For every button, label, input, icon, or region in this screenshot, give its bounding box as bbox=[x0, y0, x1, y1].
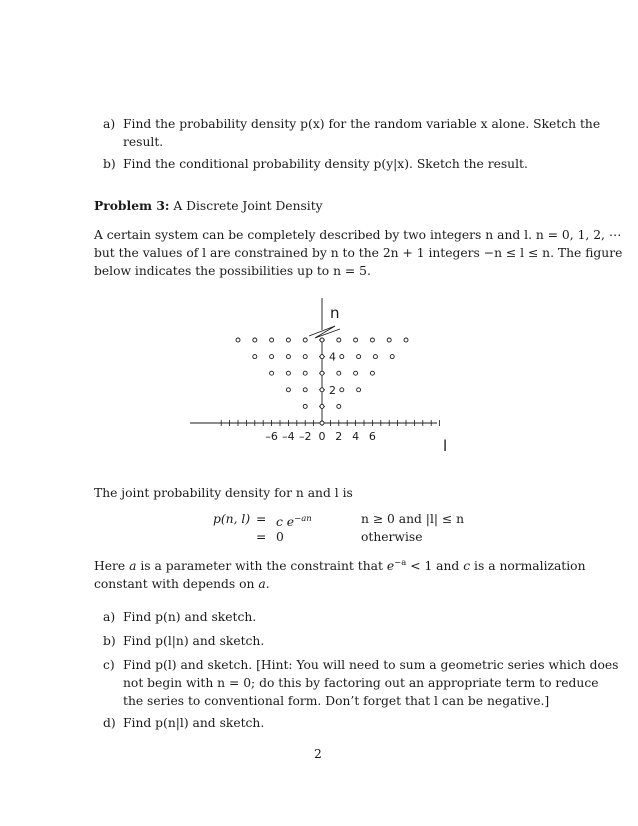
item-line: result. bbox=[123, 135, 164, 149]
paragraph-line bbox=[94, 554, 586, 575]
lattice-point bbox=[320, 371, 324, 375]
lattice-point bbox=[286, 355, 290, 359]
lattice-point bbox=[357, 388, 361, 392]
figure-axes bbox=[190, 298, 437, 423]
equation-rhs-2: 0 bbox=[276, 530, 284, 544]
page-number: 2 bbox=[314, 747, 322, 761]
task-item-d bbox=[103, 714, 548, 732]
problem-number: Problem 3: bbox=[94, 198, 170, 213]
task-item-c bbox=[103, 656, 619, 710]
equation-condition-1: n ≥ 0 and |l| ≤ n bbox=[361, 512, 465, 526]
item-line: the series to conventional form. Don’t forget that l can be negative.] bbox=[123, 694, 550, 708]
task-item-a bbox=[103, 608, 548, 626]
lattice-point bbox=[370, 338, 374, 342]
lattice-point bbox=[253, 355, 257, 359]
math-a: a bbox=[258, 577, 266, 592]
x-axis-label: l bbox=[443, 437, 448, 455]
x-tick-label: 0 bbox=[318, 430, 326, 443]
lattice-point bbox=[303, 404, 307, 408]
item-label: b) bbox=[103, 157, 116, 171]
item-line: not begin with n = 0; do this by factoring out an appropriate term to reduce bbox=[123, 676, 599, 690]
lattice-point bbox=[303, 338, 307, 342]
item-body bbox=[123, 656, 619, 710]
x-tick-label: –6 bbox=[265, 430, 278, 443]
text-run: . bbox=[265, 577, 270, 592]
x-tick-label: –4 bbox=[282, 430, 295, 443]
math-c: c bbox=[463, 559, 471, 574]
paragraph-line: A certain system can be completely described by two integers n and l. n = 0, 1, 2, ⋯ bbox=[94, 228, 622, 242]
equation-lhs: p(n, l) bbox=[213, 512, 251, 526]
lattice-point bbox=[286, 338, 290, 342]
lattice-point bbox=[270, 338, 274, 342]
item-label: d) bbox=[103, 716, 116, 730]
joint-density-intro: The joint probability density for n and l is bbox=[94, 486, 353, 500]
lattice-point bbox=[320, 338, 324, 342]
item-line: Find p(l|n) and sketch. bbox=[123, 634, 265, 648]
item-line: Find p(n) and sketch. bbox=[123, 610, 257, 624]
lattice-point bbox=[337, 404, 341, 408]
lattice-point bbox=[303, 355, 307, 359]
item-line: Find the probability density p(x) for the random variable x alone. Sketch the bbox=[123, 117, 601, 131]
text-run: < 1 and bbox=[410, 559, 460, 574]
item-body bbox=[123, 632, 548, 650]
lattice-point bbox=[320, 355, 324, 359]
lattice-point bbox=[340, 355, 344, 359]
lattice-point bbox=[286, 371, 290, 375]
lattice-point bbox=[236, 338, 240, 342]
paragraph-line: below indicates the possibilities up to n = 5. bbox=[94, 264, 371, 278]
item-label: b) bbox=[103, 634, 116, 648]
paragraph-line: but the values of l are constrained by n to the 2n + 1 integers −n ≤ l ≤ n. The figure bbox=[94, 246, 623, 260]
lattice-point bbox=[354, 371, 358, 375]
item-body bbox=[123, 608, 548, 626]
text-run: is a normalization bbox=[474, 559, 586, 574]
lattice-point bbox=[253, 338, 257, 342]
lattice-point bbox=[387, 338, 391, 342]
item-body bbox=[123, 714, 548, 732]
math-a: a bbox=[129, 559, 137, 574]
lattice-point bbox=[340, 388, 344, 392]
x-tick-label: 6 bbox=[368, 430, 376, 443]
lattice-point bbox=[303, 371, 307, 375]
math-exponent: −a bbox=[394, 558, 407, 568]
lattice-point bbox=[357, 355, 361, 359]
lattice-point bbox=[337, 338, 341, 342]
equation-condition-2: otherwise bbox=[361, 530, 423, 544]
x-tick-label: 4 bbox=[352, 430, 360, 443]
lattice-point bbox=[320, 421, 324, 425]
lattice-point bbox=[390, 355, 394, 359]
lattice-point bbox=[404, 338, 408, 342]
task-item-b bbox=[103, 632, 548, 650]
lattice-point bbox=[370, 371, 374, 375]
y-tick-label: 2 bbox=[329, 383, 336, 397]
item-label: c) bbox=[103, 658, 115, 672]
problem-title: A Discrete Joint Density bbox=[173, 199, 323, 213]
lattice-point bbox=[337, 371, 341, 375]
x-tick-label: –2 bbox=[298, 430, 312, 443]
text-run: Here bbox=[94, 559, 126, 574]
y-axis-label: n bbox=[330, 304, 340, 322]
lattice-point bbox=[373, 355, 377, 359]
math-e: e bbox=[386, 559, 395, 574]
item-label: a) bbox=[103, 117, 116, 131]
axis-break-mark bbox=[309, 326, 340, 338]
equation-equals-2: = bbox=[256, 530, 267, 544]
paragraph-line bbox=[94, 575, 548, 593]
parameter-paragraph bbox=[94, 554, 586, 593]
lattice-point bbox=[320, 388, 324, 392]
item-line: Find the conditional probability density p(y|x). Sketch the result. bbox=[123, 157, 528, 171]
text-run: is a parameter with the constraint that bbox=[140, 559, 383, 574]
text-run: constant with depends on bbox=[94, 577, 255, 592]
lattice-point bbox=[270, 355, 274, 359]
item-line: Find p(l) and sketch. [Hint: You will need to sum a geometric series which does bbox=[123, 658, 619, 672]
lattice-point bbox=[270, 371, 274, 375]
item-line: Find p(n|l) and sketch. bbox=[123, 716, 265, 730]
lattice-point bbox=[286, 388, 290, 392]
item-label: a) bbox=[103, 610, 116, 624]
equation-rhs-1-exponent: −an bbox=[294, 514, 312, 524]
lattice-point bbox=[354, 338, 358, 342]
x-tick-label: 2 bbox=[335, 430, 343, 443]
equation-equals-1: = bbox=[256, 512, 267, 526]
y-tick-label: 4 bbox=[329, 350, 336, 364]
equation-rhs-1-base: c e bbox=[276, 515, 295, 529]
lattice-point bbox=[303, 388, 307, 392]
lattice-point bbox=[320, 404, 324, 408]
